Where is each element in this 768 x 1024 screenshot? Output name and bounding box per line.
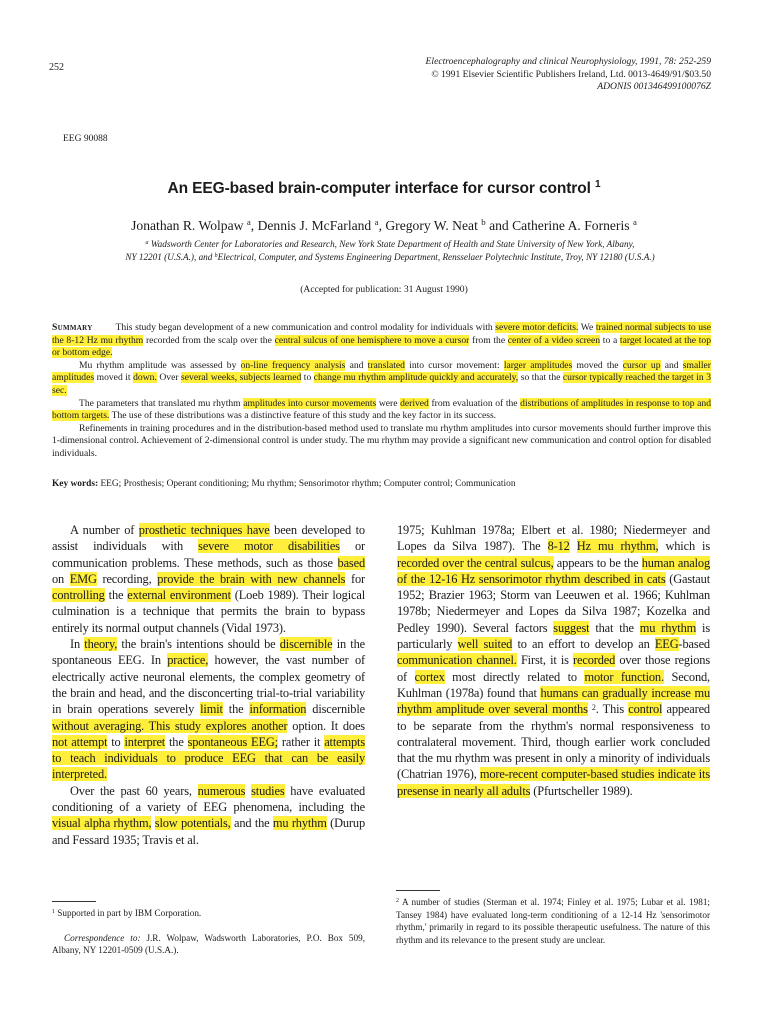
body-text: and the <box>230 816 273 831</box>
abstract-text: recorded from the scalp over the <box>143 334 275 346</box>
highlight: studies <box>251 783 285 798</box>
affil-mark-b: b <box>214 252 218 259</box>
body-text: most directly related to <box>444 669 585 684</box>
body-paragraph <box>52 636 365 783</box>
abstract-text: The parameters that translated mu rhythm <box>79 397 244 409</box>
body-text: appeared to be separate from the rhythm's normal responsiveness to contralateral movement. Third, though earlier work concluded that the mu rhythm was present in only a minority of individuals (Chatrian 1976), <box>397 702 710 782</box>
body-text: or communication problems. These methods, such as those <box>52 539 365 570</box>
highlight: more-recent computer-based studies indicate its presense in nearly all adults <box>397 767 710 798</box>
body-text: in the spontaneous EEG. In <box>52 637 365 668</box>
highlight: suggest <box>553 620 590 635</box>
keywords <box>52 479 711 489</box>
highlight: cursor up <box>622 359 661 371</box>
body-text: for <box>345 571 365 586</box>
abstract-text: Mu rhythm amplitude was assessed by <box>79 359 241 371</box>
abstract-text: from evaluation of the <box>428 397 521 409</box>
highlight: motor function. <box>584 669 664 684</box>
highlight: theory, <box>84 637 118 652</box>
abstract-text: from the <box>469 334 508 346</box>
body-text: over those regions of <box>397 653 710 684</box>
body-text: the <box>165 734 188 749</box>
author-3: , Gregory W. Neat <box>378 218 478 233</box>
journal-line-2: © 1991 Elsevier Scientific Publishers Ireland, Ltd. 0013-4649/91/$03.50 <box>431 68 711 80</box>
body-text: (Durup and Fessard 1935; Travis et al. <box>52 816 365 847</box>
highlight: center of a video screen <box>507 334 601 346</box>
highlight: distributions of amplitudes in response to top and bottom targets. <box>52 397 711 422</box>
highlight: communication channel. <box>397 653 517 668</box>
highlight: limit <box>200 702 223 717</box>
journal-citation <box>331 56 711 94</box>
article-title-text: An EEG-based brain-computer interface for cursor control <box>167 180 591 197</box>
body-text <box>570 539 577 553</box>
highlight: larger amplitudes <box>503 359 573 371</box>
affil-line-2b: Electrical, Computer, and Systems Engineering Department, Rensselaer Polytechnic Institute, Troy, NY 12180 (U.S.A.) <box>217 251 655 262</box>
highlight: prosthetic techniques have <box>138 523 270 537</box>
page-number: 252 <box>49 62 64 73</box>
abstract-text: This study began development of a new communication and control modality for individuals with <box>115 322 496 333</box>
abstract-text: were <box>376 397 401 409</box>
footnotes-left <box>52 907 365 957</box>
body-text: is particularly <box>397 620 710 652</box>
highlight: 8-12 <box>547 539 570 554</box>
body-text: to an effort to develop an <box>512 637 655 652</box>
highlight: EMG <box>69 571 97 586</box>
affiliations <box>80 238 700 263</box>
footnote-1-mark: 1 <box>52 909 55 915</box>
highlight: based <box>337 555 365 570</box>
highlight: well suited <box>457 637 513 652</box>
highlight: severe motor deficits. <box>495 322 579 333</box>
eeg-code: EEG 90088 <box>63 134 108 144</box>
abstract-text: and <box>660 359 683 371</box>
highlight: EEG <box>654 637 679 652</box>
body-text: First, it is <box>516 653 574 668</box>
highlight: trained normal subjects to use the 8-12 Hz mu rhythm <box>52 322 711 346</box>
highlight: change mu rhythm amplitude quickly and accurately, <box>313 372 519 384</box>
correspondence-text: J.R. Wolpaw, Wadsworth Laboratories, P.O. Box 509, Albany, NY 12201-0509 (U.S.A.). <box>52 932 366 956</box>
highlight: smaller amplitudes <box>52 359 711 384</box>
body-text: appears to be the <box>553 555 642 570</box>
accepted-date: (Accepted for publication: 31 August 1990) <box>300 284 468 295</box>
abstract-text: We <box>578 322 596 333</box>
body-text: A number of <box>70 523 139 537</box>
body-text: (Loeb 1989). Their logical culmination is a technique that permits the brain to bypass entirely its normal output channels (Vidal 1973). <box>52 588 365 635</box>
highlight: several weeks, subjects learned <box>181 372 302 384</box>
body-text: the <box>104 588 128 603</box>
abstract-p3 <box>52 398 711 423</box>
highlight: control <box>628 702 663 717</box>
highlight: Hz mu rhythm, <box>576 539 659 554</box>
highlight: cursor typically reached the target in 3 sec. <box>52 372 712 396</box>
body-column-left <box>52 522 365 848</box>
highlight: slow potentials, <box>154 816 231 831</box>
highlight: mu rhythm <box>272 816 327 831</box>
highlight: down. <box>133 372 157 384</box>
abstract-text: moved it <box>94 372 134 384</box>
highlight: controlling <box>52 588 105 603</box>
highlight: provide the brain with new channels <box>157 571 346 586</box>
author-4: and Catherine A. Forneris <box>485 218 630 233</box>
highlight: recorded over the central sulcus, <box>397 555 554 570</box>
body-text: (Gastaut 1952; Brazier 1963; Storm van Leeuwen et al. 1966; Kuhlman 1978b; Niedermeyer and Lopes da Silva 1987; Kozelka and Pedley 1990). Several factors <box>397 571 710 635</box>
body-text: option. It does <box>287 718 365 733</box>
body-paragraph <box>52 522 365 636</box>
affil-line-1: Wadsworth Center for Laboratories and Research, New York State Department of Health and State University of New York, Albany, <box>150 239 635 249</box>
body-text: Second, Kuhlman (1978a) found that <box>397 669 710 700</box>
highlight: translated <box>367 359 405 371</box>
footnote-ref[interactable]: 2 <box>591 703 596 713</box>
body-text: -based <box>678 637 710 652</box>
affil-mark-a: a <box>145 240 149 246</box>
affil-line-2a: NY 12201 (U.S.A.), and <box>125 251 213 262</box>
body-text: In <box>70 637 85 652</box>
body-text: the <box>222 702 250 717</box>
body-paragraph <box>397 522 710 799</box>
correspondence <box>52 932 365 957</box>
footnote-2-text: A number of studies (Sterman et al. 1974; Finley et al. 1975; Lubar et al. 1981; Tansey 1984) have evaluated long-term conditioning of a 12-14 Hz 'sensorimotor rhythm,' primarily in regard to its possible therapeutic usefulness. The nature of this rhythm and its relevance to the present study are unclear. <box>396 897 710 945</box>
footnote-2-mark: 2 <box>396 898 399 904</box>
abstract-p1 <box>52 322 711 360</box>
journal-line-3: ADONIS 001346499100076Z <box>597 81 711 93</box>
article-title <box>0 180 768 198</box>
highlight: derived <box>400 397 429 409</box>
abstract-text: to a <box>600 334 620 346</box>
abstract-p2 <box>52 360 711 398</box>
author-1-mark: a <box>246 217 251 227</box>
body-text: been developed to assist individuals with <box>52 523 365 554</box>
highlight: external environment <box>127 588 231 603</box>
author-2-mark: a <box>374 217 379 227</box>
footnote-rule <box>396 890 440 891</box>
highlight: human analog of the 12-16 Hz sensorimotor rhythm described in cats <box>397 555 710 586</box>
abstract-text: and <box>345 359 368 371</box>
body-text: however, the vast number of electrically active neuronal elements, the complex geometry of the brain and head, and the disconcerting trial-to-trial variability in brain operations severely <box>52 653 365 717</box>
footnotes-right <box>396 896 710 946</box>
keywords-label: Key words: <box>52 479 99 489</box>
highlight: without averaging. This study explores another <box>52 718 288 733</box>
highlight: practice, <box>167 653 209 668</box>
highlight: recorded <box>573 653 616 668</box>
highlight: interpret <box>124 734 166 749</box>
abstract <box>52 322 711 461</box>
abstract-text: into cursor movement: <box>404 359 504 371</box>
highlight: discernible <box>279 637 333 652</box>
author-4-mark: a <box>632 217 637 227</box>
body-text: on <box>52 571 70 586</box>
highlight: attempts to teach individuals to produce EEG that can be easily interpreted. <box>52 734 365 782</box>
body-column-right <box>397 522 710 799</box>
footnote-rule <box>52 901 96 902</box>
body-text: (Pfurtscheller 1989). <box>530 783 633 798</box>
highlight: numerous <box>197 783 246 798</box>
highlight: spontaneous EEG; <box>187 734 278 749</box>
footnote-1-text: Supported in part by IBM Corporation. <box>57 908 202 918</box>
highlight: target located at the top or bottom edge. <box>52 334 711 359</box>
highlight: cortex <box>414 669 445 684</box>
body-paragraph <box>52 783 365 848</box>
body-text: Over the past 60 years, <box>70 783 198 798</box>
highlight: mu rhythm <box>639 620 697 635</box>
footnote-1 <box>52 907 365 920</box>
highlight: severe motor disabilities <box>198 539 340 554</box>
body-text: the brain's intentions should be <box>117 637 280 652</box>
body-text: have evaluated conditioning of a variety of EEG phenomena, including the <box>52 783 366 815</box>
body-text: which is <box>658 539 710 554</box>
title-footnote-mark: 1 <box>595 179 601 190</box>
body-text: rather it <box>277 734 325 749</box>
author-1: Jonathan R. Wolpaw <box>131 218 244 233</box>
footnote-2 <box>396 896 710 946</box>
journal-line-1: Electroencephalography and clinical Neurophysiology, 1991, 78: 252-259 <box>425 56 711 67</box>
abstract-text: The use of these distributions was a distinctive feature of this study and the key factor in its success. <box>109 410 497 422</box>
summary-label: Summary <box>52 322 93 333</box>
body-text: recording, <box>96 571 158 586</box>
body-text: discernible <box>306 702 365 717</box>
author-2: , Dennis J. McFarland <box>250 218 372 233</box>
highlight: information <box>249 702 307 717</box>
keywords-text: EEG; Prosthesis; Operant conditioning; Mu rhythm; Sensorimotor rhythm; Computer control; Communication <box>100 479 516 489</box>
highlight: on-line frequency analysis <box>240 359 346 371</box>
abstract-text: so that the <box>518 372 563 384</box>
author-3-mark: b <box>481 217 486 227</box>
correspondence-label: Correspondence to: <box>64 932 141 943</box>
abstract-p4: Refinements in training procedures and in the distribution-based method used to translate mu rhythm amplitudes into cursor movements should further improve this 1-dimensional control. Achievement of 2-dimensional control is under study. The mu rhythm may provide a significant new communication and control option for disabled individuals. <box>52 422 711 459</box>
highlight: not attempt <box>52 734 108 749</box>
abstract-text: to <box>301 372 314 384</box>
highlight: humans can gradually increase mu rhythm amplitude over several months <box>397 685 710 717</box>
highlight: visual alpha rhythm, <box>52 816 152 831</box>
body-text: that the <box>589 620 640 635</box>
abstract-text: Over <box>156 372 182 384</box>
body-text: to <box>107 734 125 749</box>
highlight: central sulcus of one hemisphere to move a cursor <box>274 334 470 346</box>
abstract-text: moved the <box>572 359 623 371</box>
highlight: amplitudes into cursor movements <box>243 397 377 409</box>
body-text: 1975; Kuhlman 1978a; Elbert et al. 1980; Niedermeyer and Lopes da Silva 1987). The <box>397 523 710 554</box>
author-list <box>0 218 768 234</box>
body-text: . This <box>595 702 629 717</box>
